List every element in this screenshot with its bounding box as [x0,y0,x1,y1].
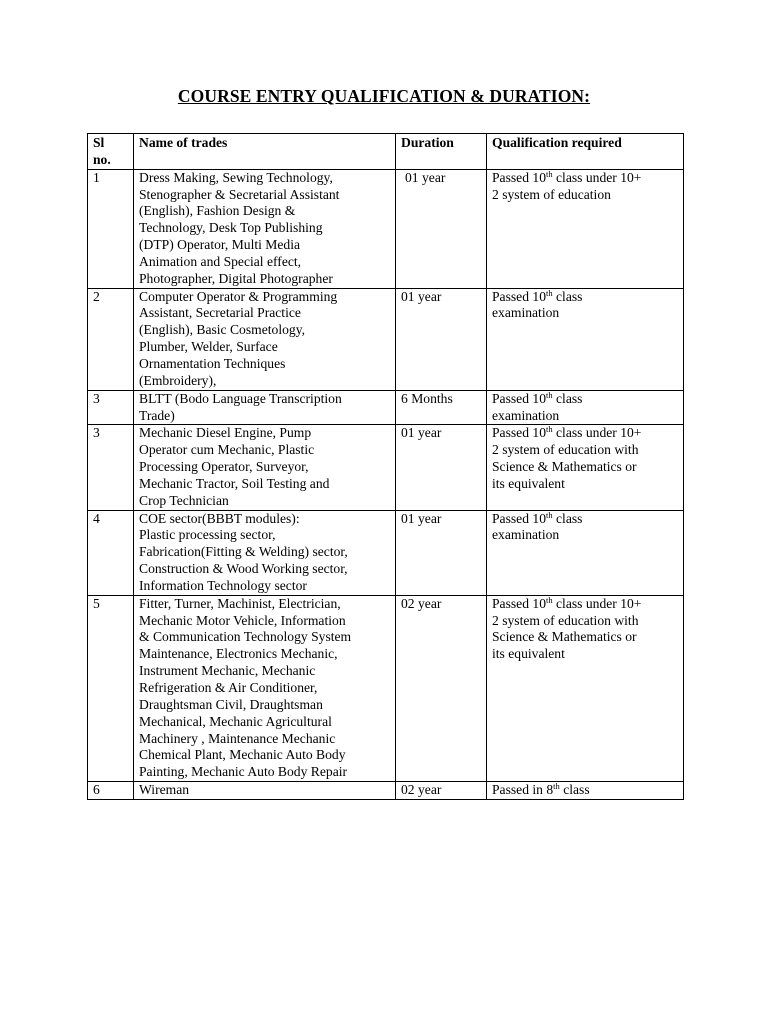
qualification-line [492,442,679,459]
qualification-line [492,476,679,493]
qualification-line [492,289,679,306]
qualification-line [492,459,679,476]
ordinal-suffix: th [546,424,553,435]
trade-line: Ornamentation Techniques [139,355,286,371]
table-row [88,169,684,288]
qualification-text: examination [492,527,560,543]
cell-trades [134,288,396,390]
qualification-text: Passed 10 [492,595,546,611]
ordinal-suffix: th [546,509,553,520]
trade-line: Stenographer & Secretarial Assistant [139,186,340,202]
qualification-line [492,646,679,663]
qualification-text: Science & Mathematics or [492,459,637,475]
trade-line: & Communication Technology System [139,629,352,645]
qualification-line [492,408,679,425]
cell-duration: 01 year [396,425,487,510]
trade-line: Dress Making, Sewing Technology, [139,169,333,185]
header-trades: Name of trades [134,134,396,170]
qualification-line [492,629,679,646]
ordinal-suffix: th [553,781,560,792]
cell-sl-no: 4 [88,510,134,595]
trade-line: Processing Operator, Surveyor, [139,459,309,475]
cell-duration: 01 year [396,288,487,390]
qualification-text: Science & Mathematics or [492,629,637,645]
qualification-text: examination [492,407,560,423]
trades-table [87,133,684,800]
table-row [88,595,684,781]
qualification-line [492,511,679,528]
qualification-text: class under 10+ [552,425,642,441]
table-row [88,390,684,425]
qualification-text: Passed in 8 [492,782,554,798]
qualification-text: 2 system of education [492,186,611,202]
ordinal-suffix: th [546,168,553,179]
trade-line: (Embroidery), [139,372,217,388]
cell-sl-no: 2 [88,288,134,390]
trade-line: BLTT (Bodo Language Transcription [139,390,342,406]
cell-duration: 01 year [396,510,487,595]
cell-trades [134,169,396,288]
header-row [88,134,684,170]
header-qualification: Qualification required [487,134,684,170]
trade-line: Fitter, Turner, Machinist, Electrician, [139,595,341,611]
qualification-line [492,613,679,630]
cell-sl-no: 3 [88,425,134,510]
cell-qualification [487,390,684,425]
trade-line: Information Technology sector [139,577,307,593]
qualification-text: class under 10+ [552,169,642,185]
qualification-text: class [552,510,583,526]
cell-sl-no: 6 [88,782,134,800]
page-title: COURSE ENTRY QUALIFICATION & DURATION: [177,86,591,106]
cell-trades [134,782,396,800]
qualification-text: class [559,782,590,798]
trade-line: Computer Operator & Programming [139,288,338,304]
trade-line: Construction & Wood Working sector, [139,561,348,577]
trade-line: Wireman [139,782,190,798]
table-body [88,169,684,799]
table-row [88,510,684,595]
cell-qualification [487,595,684,781]
cell-duration: 02 year [396,782,487,800]
qualification-line [492,425,679,442]
qualification-line [492,305,679,322]
qualification-line [492,391,679,408]
header-duration: Duration [396,134,487,170]
trade-line: Draughtsman Civil, Draughtsman [139,696,323,712]
trade-line: Refrigeration & Air Conditioner, [139,680,318,695]
trade-line: Animation and Special effect, [139,253,302,269]
qualification-line [492,782,679,799]
cell-qualification [487,288,684,390]
trade-line: Machinery , Maintenance Mechanic [139,730,336,746]
qualification-text: Passed 10 [492,425,546,441]
qualification-text: Passed 10 [492,169,546,185]
trade-line: Technology, Desk Top Publishing [139,220,323,236]
cell-sl-no: 1 [88,169,134,288]
qualification-text: Passed 10 [492,510,546,526]
trade-line: Instrument Mechanic, Mechanic [139,663,316,679]
cell-duration: 01 year [396,169,487,288]
cell-duration: 02 year [396,595,487,781]
cell-sl-no: 3 [88,390,134,425]
qualification-line [492,170,679,187]
trade-line: Assistant, Secretarial Practice [139,305,301,321]
cell-duration: 6 Months [396,390,487,425]
cell-qualification [487,510,684,595]
table-row [88,425,684,510]
header-sl-line1: Sl [93,135,105,150]
trade-line: Mechanical, Mechanic Agricultural [139,713,332,729]
trade-line: Fabrication(Fitting & Welding) sector, [139,544,348,560]
cell-qualification [487,782,684,800]
qualification-text: examination [492,305,560,321]
cell-trades [134,390,396,425]
ordinal-suffix: th [546,594,553,605]
qualification-text: class [552,390,583,406]
trade-line: Maintenance, Electronics Mechanic, [139,646,338,662]
cell-sl-no: 5 [88,595,134,781]
trade-line: Mechanic Tractor, Soil Testing and [139,475,330,491]
qualification-text: class under 10+ [552,595,642,611]
qualification-text: 2 system of education with [492,442,639,458]
trade-line: Photographer, Digital Photographer [139,270,333,286]
qualification-line [492,596,679,613]
qualification-text: Passed 10 [492,288,546,304]
trade-line: Mechanic Motor Vehicle, Information [139,612,346,628]
trade-line: Plumber, Welder, Surface [139,339,278,355]
ordinal-suffix: th [546,287,553,298]
header-sl-no [88,134,134,170]
header-sl-line2: no. [93,151,111,167]
trade-line: Crop Technician [139,492,229,508]
table-header [88,134,684,170]
table-row [88,288,684,390]
cell-qualification [487,169,684,288]
trade-line: Chemical Plant, Mechanic Auto Body [139,747,346,763]
qualification-text: 2 system of education with [492,612,639,628]
qualification-text: class [552,288,583,304]
trade-line: Painting, Mechanic Auto Body Repair [139,764,348,780]
qualification-line [492,187,679,204]
table-row [88,782,684,800]
cell-trades [134,510,396,595]
trade-line: (English), Basic Cosmetology, [139,322,306,338]
trade-line: Operator cum Mechanic, Plastic [139,442,315,458]
qualification-line [492,527,679,544]
trade-line: Mechanic Diesel Engine, Pump [139,425,312,441]
trade-line: (DTP) Operator, Multi Media [139,237,301,253]
trade-line: (English), Fashion Design & [139,203,296,219]
cell-qualification [487,425,684,510]
ordinal-suffix: th [546,389,553,400]
qualification-text: its equivalent [492,646,565,662]
trade-line: Trade) [139,407,175,423]
trade-line: COE sector(BBBT modules): [139,510,300,526]
cell-trades [134,425,396,510]
cell-trades [134,595,396,781]
qualification-text: its equivalent [492,475,565,491]
trade-line: Plastic processing sector, [139,527,276,543]
qualification-text: Passed 10 [492,390,546,406]
